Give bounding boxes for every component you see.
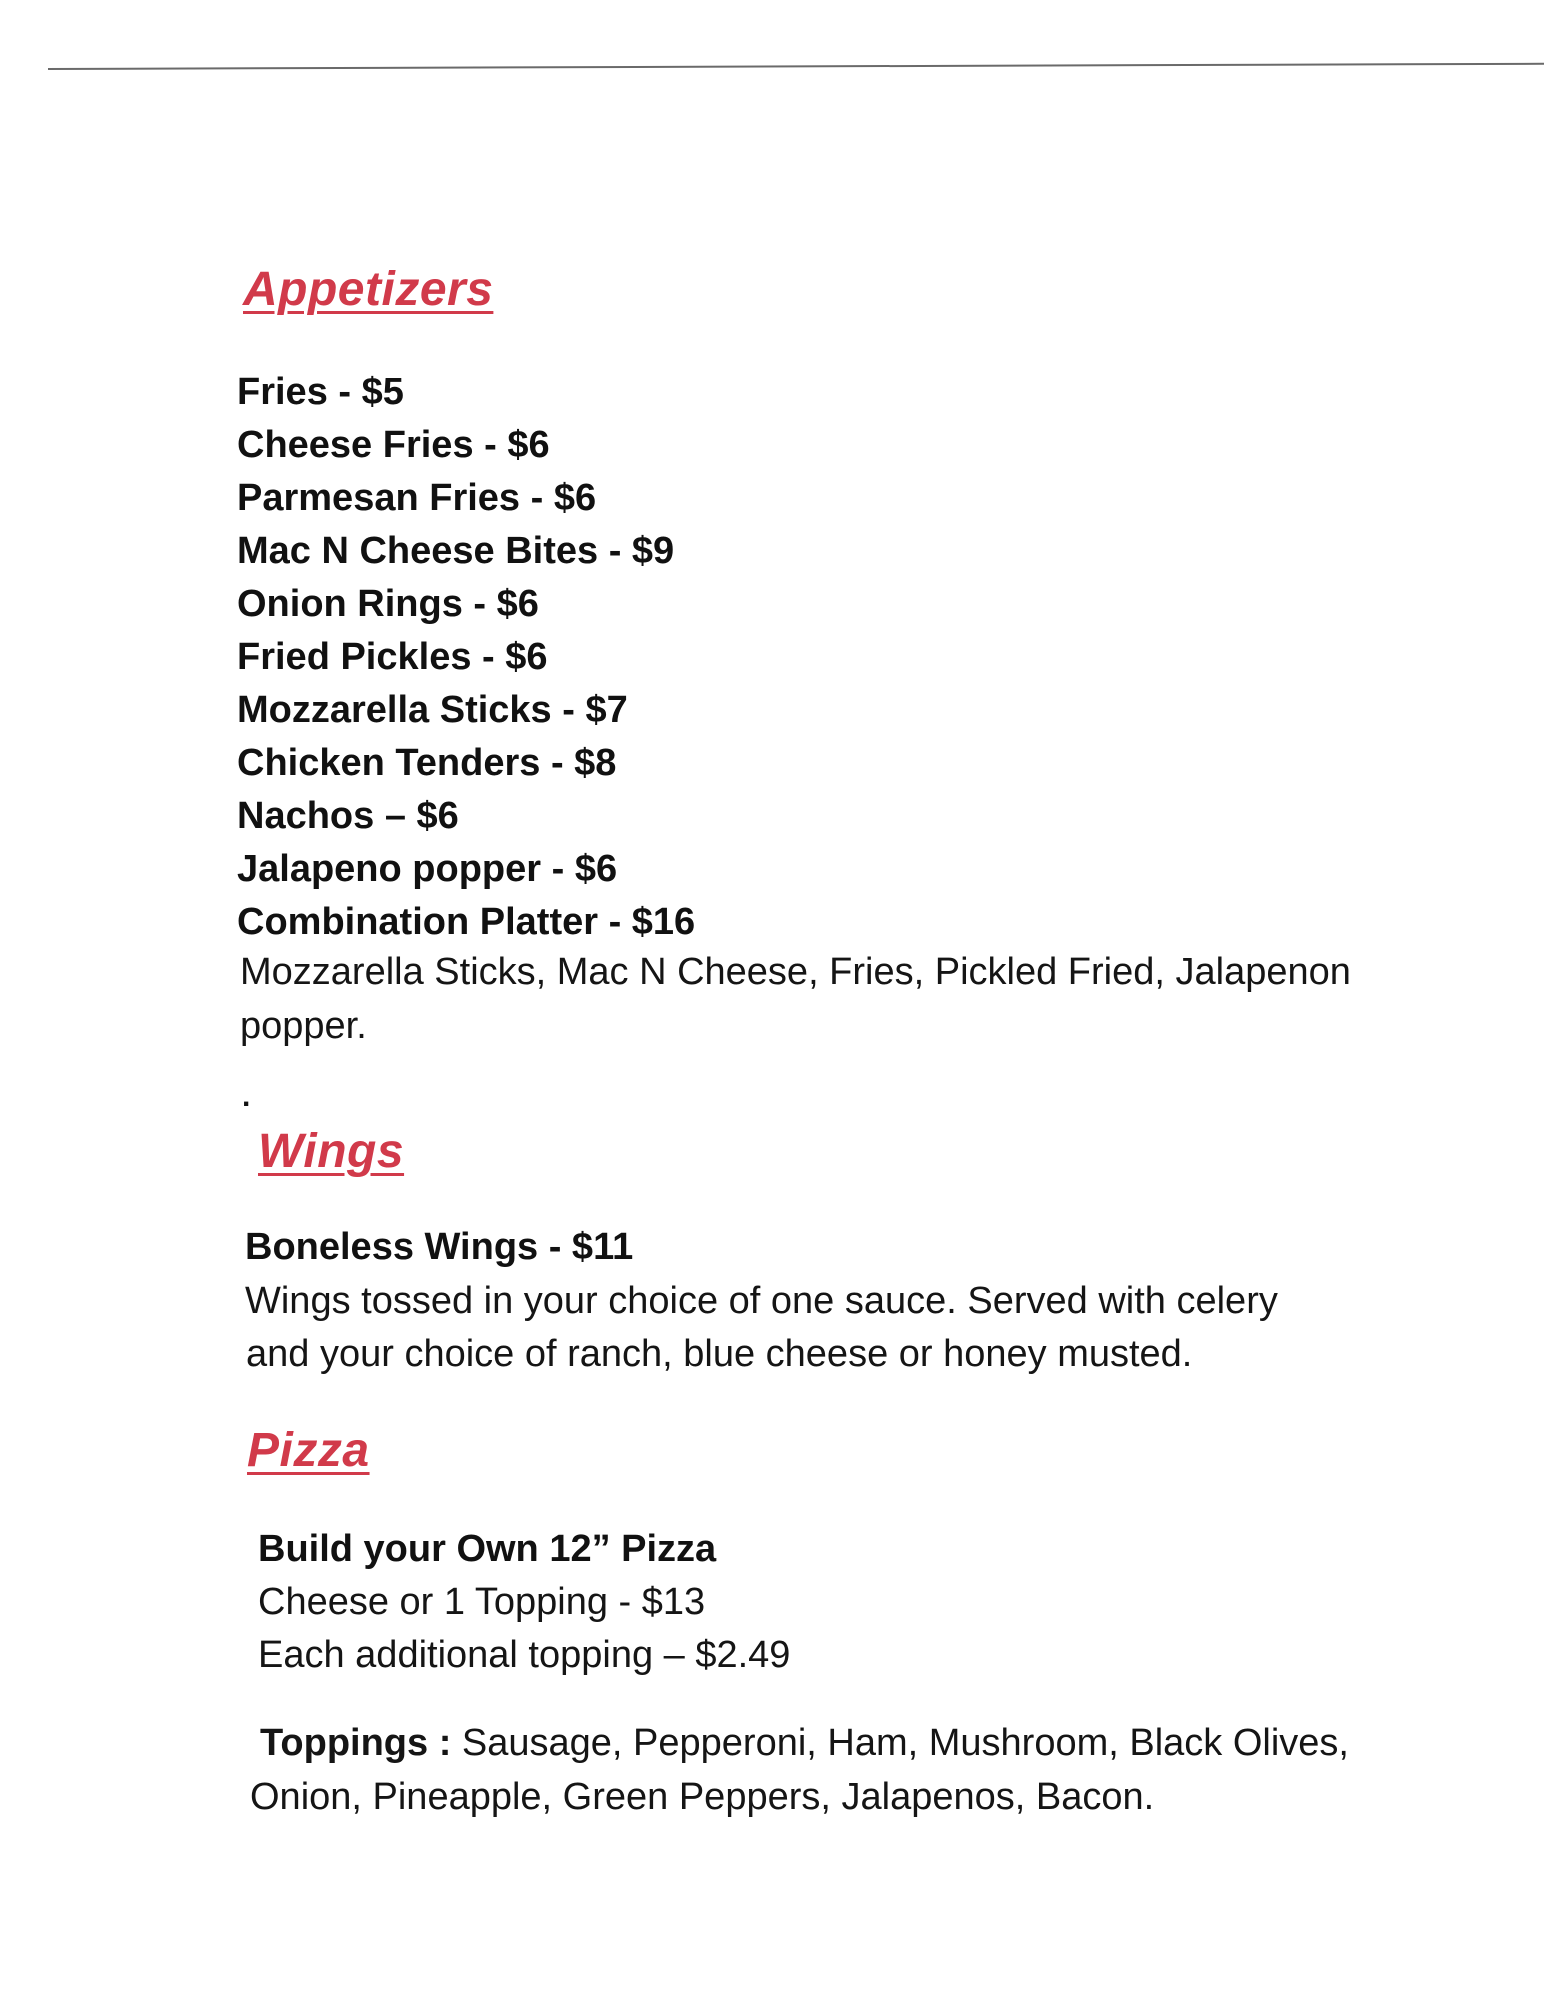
- list-item: Parmesan Fries - $6: [237, 477, 597, 519]
- wings-description-line1: Wings tossed in your choice of one sauce. Served with celery: [245, 1280, 1278, 1322]
- combination-platter-description: Mozzarella Sticks, Mac N Cheese, Fries, Pickled Fried, Jalapenon popper.: [240, 951, 1351, 1047]
- build-your-own-pizza-item: Build your Own 12” Pizza: [258, 1528, 717, 1570]
- wings-heading: Wings: [258, 1125, 405, 1178]
- pizza-price-line2: Each additional topping – $2.49: [258, 1634, 791, 1676]
- list-item: Chicken Tenders - $8: [237, 742, 617, 784]
- pizza-heading: Pizza: [247, 1424, 370, 1477]
- wings-description-line2: and your choice of ranch, blue cheese or honey musted.: [246, 1333, 1193, 1375]
- list-item: Cheese Fries - $6: [237, 424, 550, 466]
- top-divider-line: [48, 63, 1544, 70]
- pizza-price-line1: Cheese or 1 Topping - $13: [258, 1581, 706, 1623]
- list-item: Fries - $5: [237, 371, 404, 413]
- list-item: Combination Platter - $16: [237, 901, 696, 943]
- list-item: Onion Rings - $6: [237, 583, 539, 625]
- list-item: Jalapeno popper - $6: [237, 848, 618, 890]
- stray-dot: .: [242, 1080, 251, 1113]
- list-item: Mozzarella Sticks - $7: [237, 689, 628, 731]
- toppings-list-part1: Sausage, Pepperoni, Ham, Mushroom, Black Olives,: [451, 1722, 1349, 1764]
- appetizers-heading: Appetizers: [243, 263, 494, 316]
- toppings-line2: Onion, Pineapple, Green Peppers, Jalapenos, Bacon.: [250, 1776, 1155, 1818]
- appetizers-list: [237, 366, 695, 949]
- list-item: Fried Pickles - $6: [237, 636, 548, 678]
- toppings-label: Toppings :: [260, 1722, 452, 1764]
- list-item: Nachos – $6: [237, 795, 459, 837]
- toppings-line1: [260, 1722, 1349, 1765]
- list-item: Mac N Cheese Bites - $9: [237, 530, 675, 572]
- boneless-wings-item: Boneless Wings - $11: [245, 1226, 634, 1268]
